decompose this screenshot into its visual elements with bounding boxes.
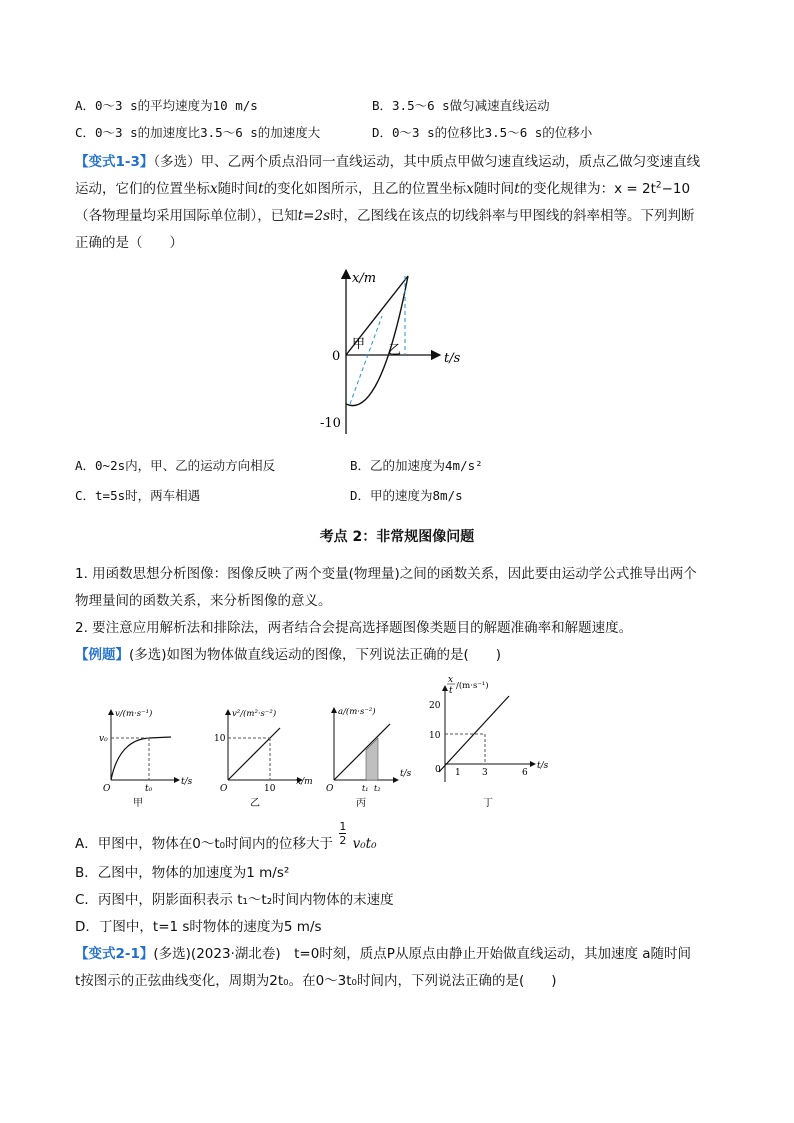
option-a: A．0～3 s的平均速度为10 m/s <box>75 98 258 113</box>
variant-1-3-line4: 正确的是（ ） <box>75 235 183 251</box>
variant-1-3-line1: 【变式1-3】（多选）甲、乙两个质点沿同一直线运动，其中质点甲做匀速直线运动，质点乙做匀变速直线 <box>75 154 701 170</box>
svg-text:t/s: t/s <box>181 777 193 787</box>
svg-text:a/(m·s⁻²): a/(m·s⁻²) <box>338 707 376 717</box>
svg-text:1: 1 <box>455 768 461 778</box>
graph-bing <box>320 700 430 810</box>
ylabel: x/m <box>352 271 377 286</box>
svg-text:O: O <box>326 784 334 794</box>
svg-text:/(m·s⁻¹): /(m·s⁻¹) <box>456 681 489 691</box>
example-option-d: D．丁图中，t=1 s时物体的速度为5 m/s <box>75 919 322 935</box>
variant-2-1-line1: 【变式2-1】(多选)(2023·湖北卷) t=0时刻，质点P从原点由静止开始做直线运动，其加速度 a随时间 <box>75 946 692 962</box>
svg-text:丁: 丁 <box>483 798 493 809</box>
svg-text:t₂: t₂ <box>374 784 381 793</box>
svg-text:6: 6 <box>522 768 528 778</box>
svg-text:3: 3 <box>482 768 488 778</box>
svg-text:丙: 丙 <box>356 798 366 809</box>
example-tag: 【例题】 <box>75 647 129 663</box>
section-p2: 2. 要注意应用解析法和排除法，两者结合会提高选择题图像类题目的解题准确率和解题速度。 <box>75 620 633 636</box>
variant-1-3-option-c: C．t=5s时，两车相遇 <box>75 488 201 503</box>
variant-1-3-option-a: A．0~2s内，甲、乙的运动方向相反 <box>75 458 276 473</box>
graph-ding <box>425 672 565 812</box>
origin: 0 <box>332 349 341 364</box>
example-option-b: B．乙图中，物体的加速度为1 m/s² <box>75 865 290 881</box>
svg-text:x/m: x/m <box>296 777 313 787</box>
variant-1-3-option-d: D．甲的速度为8m/s <box>350 488 463 503</box>
section-p1b: 物理量间的函数关系，来分析图像的意义。 <box>75 593 332 609</box>
svg-text:v₀: v₀ <box>99 734 108 744</box>
label-yi: 乙 <box>388 343 402 358</box>
variant-1-3-line3: （各物理量均采用国际单位制），已知t=2s时，乙图线在该点的切线斜率与甲图线的斜率相等。下列判断 <box>75 208 695 224</box>
variant-1-3-option-b: B．乙的加速度为4m/s² <box>350 458 483 473</box>
example-option-c: C．丙图中，阴影面积表示 t₁～t₂时间内物体的末速度 <box>75 892 394 908</box>
svg-text:t/s: t/s <box>537 761 549 771</box>
svg-text:t/s: t/s <box>400 769 412 779</box>
graph-yi <box>210 700 325 810</box>
xlabel: t/s <box>444 351 461 366</box>
svg-text:甲: 甲 <box>133 798 143 809</box>
section-p1a: 1. 用函数思想分析图像：图像反映了两个变量(物理量)之间的函数关系，因此要由运动学公式推导出两个 <box>75 566 697 582</box>
svg-text:t₀: t₀ <box>145 784 153 794</box>
svg-text:t₁: t₁ <box>362 784 369 793</box>
option-c: C．0～3 s的加速度比3.5～6 s的加速度大 <box>75 125 321 140</box>
svg-text:O: O <box>103 784 111 794</box>
label-jia: 甲 <box>352 337 366 352</box>
svg-text:O: O <box>220 784 228 794</box>
example-line: 【例题】(多选)如图为物体做直线运动的图像，下列说法正确的是( ) <box>75 647 502 663</box>
svg-text:x: x <box>448 675 454 685</box>
variant-2-1-line2: t按图示的正弦曲线变化，周期为2t₀。在0～3t₀时间内，下列说法正确的是( ) <box>75 973 557 989</box>
graph-jia <box>95 700 205 810</box>
y-neg-label: -10 <box>320 416 341 431</box>
svg-text:v²/(m²·s⁻²): v²/(m²·s⁻²) <box>232 709 277 719</box>
option-d: D．0～3 s的位移比3.5～6 s的位移小 <box>372 125 593 140</box>
svg-text:0: 0 <box>435 765 441 775</box>
option-b: B．3.5～6 s做匀减速直线运动 <box>372 98 550 113</box>
svg-text:v/(m·s⁻¹): v/(m·s⁻¹) <box>115 709 153 719</box>
svg-text:10: 10 <box>264 784 276 794</box>
variant-1-3-line2: 运动，它们的位置坐标x随时间t的变化如图所示，且乙的位置坐标x随时间t的变化规律为：$x = 2t^2-10$ <box>75 180 691 197</box>
svg-text:10: 10 <box>214 734 226 744</box>
xt-graph <box>310 262 490 442</box>
svg-text:20: 20 <box>429 701 441 711</box>
section-heading: 考点 2：非常规图像问题 <box>319 529 475 545</box>
svg-text:t: t <box>449 686 453 696</box>
variant-2-1-tag: 【变式2-1】 <box>75 946 154 962</box>
variant-1-3-tag: 【变式1-3】 <box>75 154 154 170</box>
example-option-a: A．甲图中，物体在0～t₀时间内的位移大于 $\frac{1}{2}$ v₀t₀ <box>75 820 377 852</box>
svg-text:10: 10 <box>429 731 441 741</box>
svg-text:乙: 乙 <box>250 798 260 809</box>
